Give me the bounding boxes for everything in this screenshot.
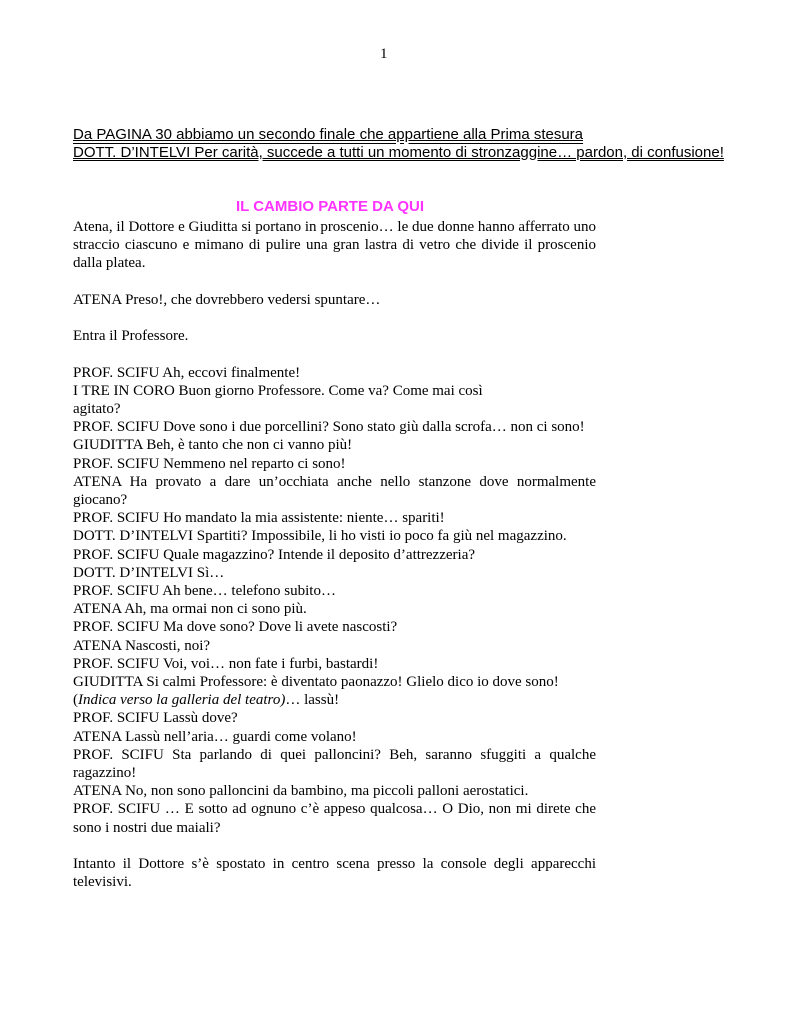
dialogue-line: ATENA Preso!, che dovrebbero vedersi spuntare…	[73, 291, 381, 308]
note-line-pagina: Da PAGINA 30 abbiamo un secondo finale che appartiene alla Prima stesura	[73, 126, 584, 143]
dialogue-line: PROF. SCIFU Dove sono i due porcellini? Sono stato giù dalla scrofa… non ci sono!	[73, 419, 585, 436]
paragraph-gap	[73, 345, 596, 363]
dialogue-line: I TRE IN CORO Buon giorno Professore. Come va? Come mai così	[73, 382, 483, 399]
dialogue-line: ATENA Nascosti, noi?	[73, 637, 211, 654]
header-notes	[73, 126, 736, 161]
paren-open: (	[73, 692, 78, 709]
dialogue-line: ATENA Ah, ma ormai non ci sono più.	[73, 601, 307, 618]
dialogue-line-with-direction	[73, 691, 596, 709]
inline-stage-direction: Indica verso la galleria del teatro)	[78, 692, 286, 709]
dialogue-line: GIUDITTA Si calmi Professore: è diventato paonazzo! Glielo dico io dove sono!	[73, 674, 559, 691]
dialogue-line: ATENA Ha provato a dare un’occhiata anche nello stanzone dove normalmente giocano?	[73, 473, 596, 508]
dialogue-line: PROF. SCIFU Ah, eccovi finalmente!	[73, 364, 301, 381]
paragraph-gap	[73, 273, 596, 291]
dialogue-line: DOTT. D’INTELVI Spartiti? Impossibile, li ho visti io poco fa giù nel magazzino.	[73, 528, 567, 545]
dialogue-line: PROF. SCIFU Lassù dove?	[73, 710, 238, 727]
dialogue-line: PROF. SCIFU Ah bene… telefono subito…	[73, 583, 336, 600]
dialogue-line: PROF. SCIFU Voi, voi… non fate i furbi, bastardi!	[73, 655, 379, 672]
dialogue-line: PROF. SCIFU Quale magazzino? Intende il deposito d’attrezzeria?	[73, 546, 476, 563]
cambio-heading: IL CAMBIO PARTE DA QUI	[236, 198, 425, 215]
dialogue-line: PROF. SCIFU Ma dove sono? Dove li avete nascosti?	[73, 619, 398, 636]
paragraph-gap	[73, 309, 596, 327]
dialogue-line: PROF. SCIFU Sta parlando di quei palloncini? Beh, saranno sfuggiti a qualche ragazzino!	[73, 746, 596, 782]
dialogue-line: ATENA No, non sono palloncini da bambino, ma piccoli palloni aerostatici.	[73, 783, 529, 800]
dialogue-line: DOTT. D’INTELVI Sì…	[73, 564, 225, 581]
dialogue-line: PROF. SCIFU … E sotto ad ognuno c’è appeso qualcosa… O Dio, non mi direte che sono i nostri due maiali?	[73, 801, 596, 836]
stage-direction: Entra il Professore.	[73, 328, 189, 345]
dialogue-line: PROF. SCIFU Nemmeno nel reparto ci sono!	[73, 455, 346, 472]
dialogue-line: ATENA Lassù nell’aria… guardi come volano!	[73, 728, 357, 745]
script-body	[73, 218, 596, 891]
dialogue-line: PROF. SCIFU Ho mandato la mia assistente: niente… spariti!	[73, 510, 445, 527]
dialogue-line-continued: agitato?	[73, 400, 121, 417]
stage-direction: Intanto il Dottore s’è spostato in centro scena presso la console degli apparecchi televisivi.	[73, 856, 596, 891]
paragraph-gap	[73, 837, 596, 855]
stage-direction: Atena, il Dottore e Giuditta si portano in proscenio… le due donne hanno afferrato uno straccio ciascuno e mimano di pulire una gran lastra di vetro che divide il proscenio dalla platea.	[73, 219, 596, 272]
dialogue-line: GIUDITTA Beh, è tanto che non ci vanno più!	[73, 437, 353, 454]
page-number: 1	[380, 46, 388, 62]
dialogue-text: … lassù!	[285, 692, 340, 709]
note-line-intelvi: DOTT. D’INTELVI Per carità, succede a tutti un momento di stronzaggine… pardon, di confusione!	[73, 143, 724, 161]
